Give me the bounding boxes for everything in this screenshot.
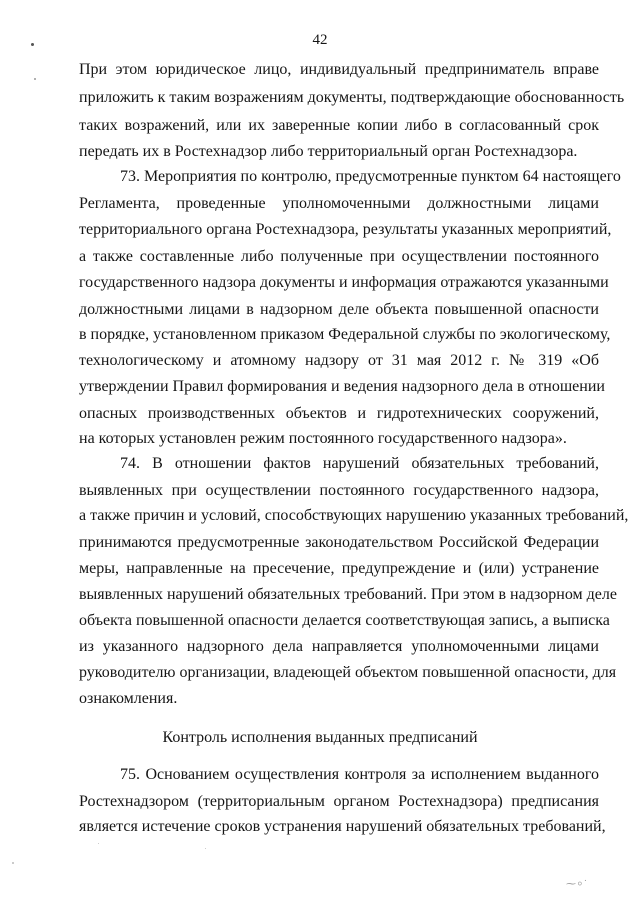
scan-mark-icon: ⁓⸰˙ xyxy=(566,879,589,890)
text-line: При этом юридическое лицо, индивидуальный предприниматель вправе xyxy=(79,61,599,78)
scan-speck xyxy=(34,78,36,80)
text-line: государственного надзора документы и информация отражаются указанными xyxy=(79,274,609,291)
scan-speck xyxy=(98,843,99,844)
text-line: Ростехнадзором (территориальным органом Ростехнадзора) предписания xyxy=(79,793,599,810)
scan-speck xyxy=(31,43,34,46)
text-line: на которых установлен режим постоянного государственного надзора». xyxy=(79,430,567,447)
text-line: 73. Мероприятия по контролю, предусмотренные пунктом 64 настоящего xyxy=(120,168,621,185)
text-line: меры, направленные на пресечение, предупреждение и (или) устранение xyxy=(79,560,599,577)
text-line: опасных производственных объектов и гидротехнических сооружений, xyxy=(79,405,599,422)
text-line: принимаются предусмотренные законодательством Российской Федерации xyxy=(79,534,599,551)
section-heading: Контроль исполнения выданных предписаний xyxy=(162,729,478,746)
text-line: является истечение сроков устранения нарушений обязательных требований, xyxy=(79,818,606,835)
text-line: 74. В отношении фактов нарушений обязательных требований, xyxy=(120,455,599,472)
text-line: приложить к таким возражениям документы, подтверждающие обоснованность xyxy=(79,89,625,106)
text-line: утверждении Правил формирования и ведения надзорного дела в отношении xyxy=(79,378,605,395)
text-line: должностными лицами в надзорном деле объекта повышенной опасности xyxy=(79,301,599,318)
scan-speck xyxy=(12,862,14,864)
text-line: руководителю организации, владеющей объектом повышенной опасности, для xyxy=(79,664,617,681)
text-line: передать их в Ростехнадзор либо территориальный орган Ростехнадзора. xyxy=(79,143,578,160)
text-line: а также составленные либо полученные при осуществлении постоянного xyxy=(79,248,599,265)
text-line: выявленных при осуществлении постоянного государственного надзора, xyxy=(79,482,599,499)
text-line: объекта повышенной опасности делается соответствующая запись, а выписка xyxy=(79,612,610,629)
text-line: территориального органа Ростехнадзора, результаты указанных мероприятий, xyxy=(79,221,612,238)
text-line: ознакомления. xyxy=(79,690,178,707)
text-line: из указанного надзорного дела направляется уполномоченными лицами xyxy=(79,638,599,655)
text-line: таких возражений, или их заверенные копии либо в согласованный срок xyxy=(79,117,599,134)
page-number: 42 xyxy=(312,32,328,48)
scan-speck xyxy=(205,848,206,849)
text-line: технологическому и атомному надзору от 31 мая 2012 г. № 319 «Об xyxy=(79,352,599,369)
text-line: Регламента, проведенные уполномоченными должностными лицами xyxy=(79,195,599,212)
text-line: выявленных нарушений обязательных требований. При этом в надзорном деле xyxy=(79,586,617,603)
text-line: а также причин и условий, способствующих нарушению указанных требований, xyxy=(79,507,629,524)
text-line: 75. Основанием осуществления контроля за исполнением выданного xyxy=(120,766,599,783)
text-line: в порядке, установленном приказом Федеральной службы по экологическому, xyxy=(79,326,611,343)
